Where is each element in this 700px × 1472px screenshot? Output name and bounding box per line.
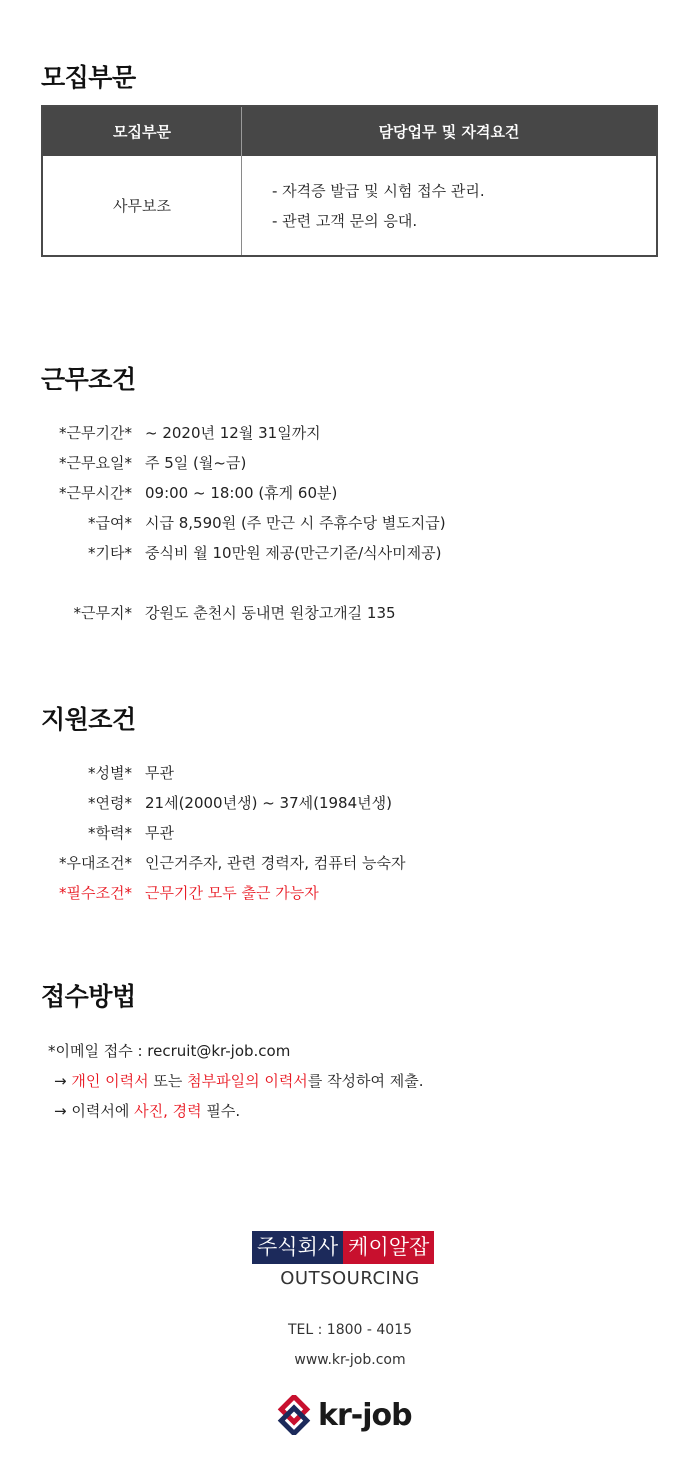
- table-cell-duties: [242, 156, 656, 255]
- work-value: 주 5일 (월~금): [145, 454, 247, 472]
- table-header-division: 모집부문: [43, 107, 242, 156]
- work-label: *근무지*: [73, 604, 132, 622]
- website-link[interactable]: www.kr-job.com: [294, 1352, 406, 1368]
- work-label: *근무기간*: [59, 424, 132, 442]
- work-row: [40, 542, 441, 563]
- work-row: [40, 452, 246, 473]
- apply-label: *우대조건*: [59, 854, 132, 872]
- table-row: [43, 156, 656, 255]
- apply-value: 무관: [145, 824, 174, 842]
- duty-item: - 관련 고객 문의 응대.: [272, 211, 418, 230]
- work-label: *급여*: [88, 514, 132, 532]
- table-header-duties: 담당업무 및 자격요건: [378, 123, 520, 141]
- apply-row: [40, 852, 405, 873]
- apply-label: *성별*: [88, 764, 132, 782]
- apply-value: 무관: [145, 764, 174, 782]
- logo-text: kr-job: [318, 1397, 412, 1433]
- table-header: [43, 107, 656, 156]
- table-cell-division: 사무보조: [43, 156, 242, 255]
- work-value: 강원도 춘천시 동내면 원창고개길 135: [145, 604, 396, 622]
- brand-right: 케이알잡: [343, 1231, 434, 1264]
- tel-text: TEL : 1800 - 4015: [287, 1322, 413, 1338]
- method-highlight: 사진, 경력: [134, 1102, 202, 1120]
- section-title-recruit: 모집부문: [41, 63, 136, 92]
- work-row: [40, 482, 337, 503]
- brand-banner: [252, 1231, 434, 1264]
- duty-item: - 자격증 발급 및 시험 접수 관리.: [272, 181, 485, 200]
- logo-mark-icon: [274, 1395, 314, 1435]
- method-line-2: [54, 1070, 424, 1091]
- brand-sub: OUTSOURCING: [280, 1268, 420, 1289]
- arrow-icon: →: [54, 1072, 67, 1090]
- work-label: *근무요일*: [59, 454, 132, 472]
- work-row: [40, 512, 446, 533]
- method-text: 또는: [148, 1072, 188, 1090]
- work-value: 중식비 월 10만원 제공(만근기준/식사미제공): [145, 544, 442, 562]
- apply-row: [40, 792, 392, 813]
- method-email-line: *이메일 접수 : recruit@kr-job.com: [48, 1042, 291, 1060]
- recruit-table: [41, 105, 658, 257]
- apply-value: 인근거주자, 관련 경력자, 컴퓨터 능숙자: [145, 854, 406, 872]
- section-title-apply: 지원조건: [41, 705, 136, 734]
- brand-left: 주식회사: [252, 1231, 343, 1264]
- work-label: *근무시간*: [59, 484, 132, 502]
- work-label: *기타*: [88, 544, 132, 562]
- method-text: 필수.: [201, 1102, 241, 1120]
- section-title-work: 근무조건: [41, 365, 136, 394]
- method-line-3: [54, 1100, 240, 1121]
- method-highlight: 개인 이력서: [71, 1072, 149, 1090]
- apply-row: [40, 762, 174, 783]
- arrow-icon: →: [54, 1102, 67, 1120]
- method-highlight: 첨부파일의 이력서: [187, 1072, 308, 1090]
- work-value: 시급 8,590원 (주 만근 시 주휴수당 별도지급): [145, 514, 446, 532]
- section-title-method: 접수방법: [41, 982, 136, 1011]
- apply-value: 21세(2000년생) ~ 37세(1984년생): [145, 794, 392, 812]
- apply-label: *학력*: [88, 824, 132, 842]
- method-text: 이력서에: [71, 1102, 135, 1120]
- method-text: 를 작성하여 제출.: [307, 1072, 424, 1090]
- apply-label: *연령*: [88, 794, 132, 812]
- apply-value: 근무기간 모두 출근 가능자: [145, 884, 319, 902]
- apply-row: [40, 822, 174, 843]
- work-row: [40, 602, 396, 623]
- work-row: [40, 422, 321, 443]
- work-value: ~ 2020년 12월 31일까지: [145, 424, 321, 442]
- apply-row-required: [40, 882, 319, 903]
- work-value: 09:00 ~ 18:00 (휴게 60분): [145, 484, 338, 502]
- apply-label: *필수조건*: [59, 884, 132, 902]
- company-logo: [274, 1395, 434, 1435]
